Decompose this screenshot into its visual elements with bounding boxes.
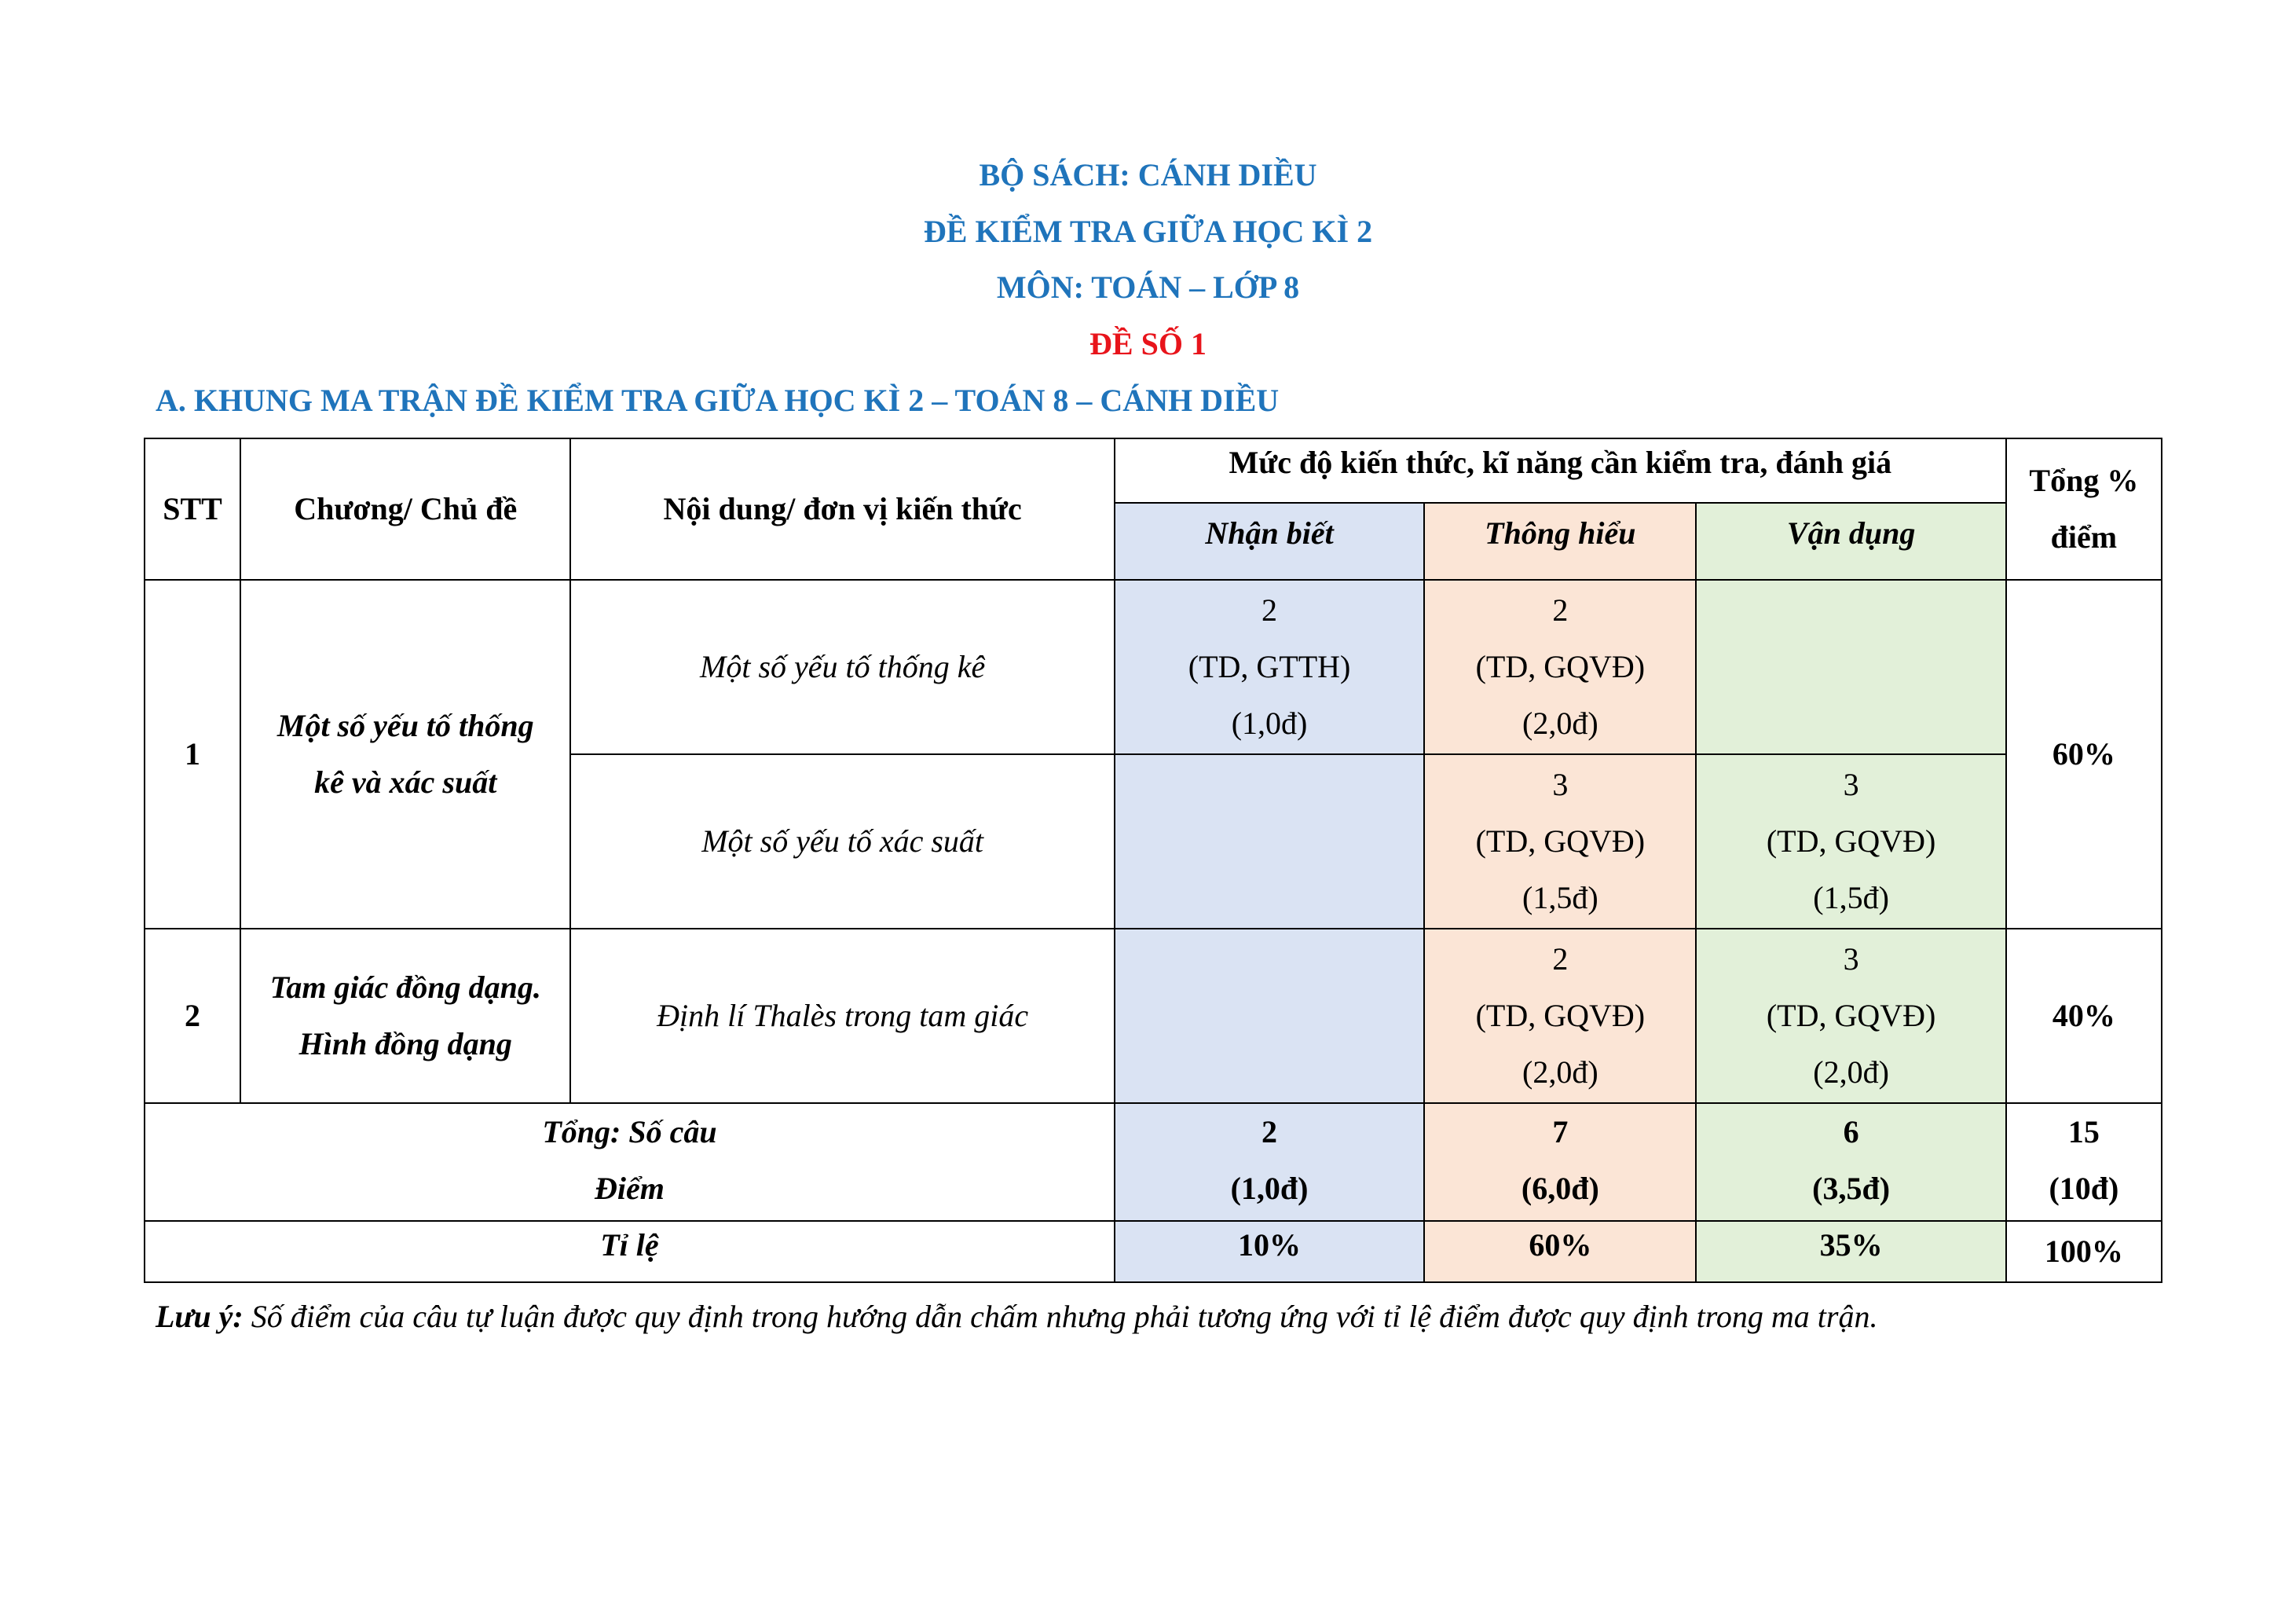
header-nhanbiet: Nhận biết — [1115, 503, 1424, 580]
row1b-noidung: Một số yếu tố xác suất — [570, 754, 1115, 929]
row1-chuong-line1: Một số yếu tố thống — [276, 708, 534, 743]
totals-vandung — [1696, 1103, 2005, 1221]
totals-th-points: (6,0đ) — [1521, 1171, 1599, 1206]
row2-vd-count: 3 — [1843, 941, 1859, 977]
ratio-all: 100% — [2006, 1221, 2162, 1282]
header-tong-line2: điểm — [2050, 519, 2118, 555]
footnote-text: Số điểm của câu tự luận được quy định trong hướng dẫn chấm nhưng phải tương ứng với tỉ lệ điểm được quy định trong ma trận. — [243, 1299, 1878, 1334]
row1b-th-count: 3 — [1552, 767, 1569, 802]
row2-vd-points: (2,0đ) — [1813, 1054, 1889, 1090]
row1-stt: 1 — [145, 580, 240, 929]
row1b-thonghieu — [1424, 754, 1696, 929]
table-row — [145, 580, 2162, 754]
row2-thonghieu — [1424, 929, 1696, 1103]
ratio-vandung: 35% — [1696, 1221, 2005, 1282]
ratio-nhanbiet: 10% — [1115, 1221, 1424, 1282]
totals-nhanbiet — [1115, 1103, 1424, 1221]
row1a-nb-points: (1,0đ) — [1231, 706, 1308, 741]
row1a-noidung: Một số yếu tố thống kê — [570, 580, 1115, 754]
row2-total: 40% — [2006, 929, 2162, 1103]
ratio-label: Tỉ lệ — [145, 1221, 1115, 1282]
row2-th-skills: (TD, GQVĐ) — [1475, 998, 1646, 1033]
totals-label — [145, 1103, 1115, 1221]
row2-th-count: 2 — [1552, 941, 1569, 977]
totals-nb-count: 2 — [1262, 1114, 1278, 1149]
row1b-vd-count: 3 — [1843, 767, 1859, 802]
totals-all — [2006, 1103, 2162, 1221]
totals-label-line1: Tổng: Số câu — [542, 1114, 717, 1149]
row1a-nhanbiet — [1115, 580, 1424, 754]
footnote — [156, 1295, 1877, 1339]
table-row — [145, 929, 2162, 1103]
row1a-th-points: (2,0đ) — [1522, 706, 1598, 741]
table-header-row — [145, 438, 2162, 503]
row1b-vandung — [1696, 754, 2005, 929]
footnote-label: Lưu ý: — [156, 1299, 244, 1334]
row1-chuong — [240, 580, 570, 929]
exam-title: ĐỀ KIỂM TRA GIỮA HỌC KÌ 2 — [923, 214, 1373, 249]
totals-th-count: 7 — [1552, 1114, 1569, 1149]
book-series-title: BỘ SÁCH: CÁNH DIỀU — [979, 157, 1317, 192]
ratio-row — [145, 1221, 2162, 1282]
row2-chuong — [240, 929, 570, 1103]
row2-stt: 2 — [145, 929, 240, 1103]
header-stt: STT — [145, 438, 240, 580]
header-noidung: Nội dung/ đơn vị kiến thức — [570, 438, 1115, 580]
totals-vd-count: 6 — [1843, 1114, 1859, 1149]
row1b-th-skills: (TD, GQVĐ) — [1475, 823, 1646, 859]
section-heading: A. KHUNG MA TRẬN ĐỀ KIỂM TRA GIỮA HỌC KÌ 2 – TOÁN 8 – CÁNH DIỀU — [156, 383, 1280, 418]
row1-chuong-line2: kê và xác suất — [314, 764, 497, 800]
row1a-nb-skills: (TD, GTTH) — [1188, 649, 1351, 684]
header-tong-line1: Tổng % — [2029, 463, 2139, 498]
row1b-vd-skills: (TD, GQVĐ) — [1766, 823, 1936, 859]
row1a-th-skills: (TD, GQVĐ) — [1475, 649, 1646, 684]
header-tong — [2006, 438, 2162, 580]
totals-nb-points: (1,0đ) — [1230, 1171, 1309, 1206]
row1a-th-count: 2 — [1552, 592, 1569, 628]
row2-noidung: Định lí Thalès trong tam giác — [570, 929, 1115, 1103]
row2-vandung — [1696, 929, 2005, 1103]
row2-chuong-line1: Tam giác đồng dạng. — [269, 970, 541, 1005]
totals-vd-points: (3,5đ) — [1812, 1171, 1891, 1206]
header-thonghieu: Thông hiểu — [1424, 503, 1696, 580]
row1a-thonghieu — [1424, 580, 1696, 754]
row2-vd-skills: (TD, GQVĐ) — [1766, 998, 1936, 1033]
totals-thonghieu — [1424, 1103, 1696, 1221]
row1-total: 60% — [2006, 580, 2162, 929]
matrix-table — [144, 438, 2162, 1283]
subject-title: MÔN: TOÁN – LỚP 8 — [996, 269, 1300, 305]
row1b-vd-points: (1,5đ) — [1813, 880, 1889, 915]
totals-label-line2: Điểm — [595, 1171, 665, 1206]
row1b-th-points: (1,5đ) — [1522, 880, 1598, 915]
row1a-nb-count: 2 — [1262, 592, 1278, 628]
row2-nhanbiet — [1115, 929, 1424, 1103]
totals-all-points: (10đ) — [2049, 1171, 2119, 1206]
exam-number: ĐỀ SỐ 1 — [1089, 326, 1207, 361]
header-mucdo: Mức độ kiến thức, kĩ năng cần kiểm tra, đánh giá — [1115, 438, 2006, 503]
header-vandung: Vận dụng — [1696, 503, 2005, 580]
ratio-thonghieu: 60% — [1424, 1221, 1696, 1282]
totals-all-count: 15 — [2067, 1114, 2100, 1149]
row1b-nhanbiet — [1115, 754, 1424, 929]
header-chuong: Chương/ Chủ đề — [240, 438, 570, 580]
row2-chuong-line2: Hình đồng dạng — [298, 1026, 512, 1061]
row1a-vandung — [1696, 580, 2005, 754]
row2-th-points: (2,0đ) — [1522, 1054, 1598, 1090]
totals-row — [145, 1103, 2162, 1221]
